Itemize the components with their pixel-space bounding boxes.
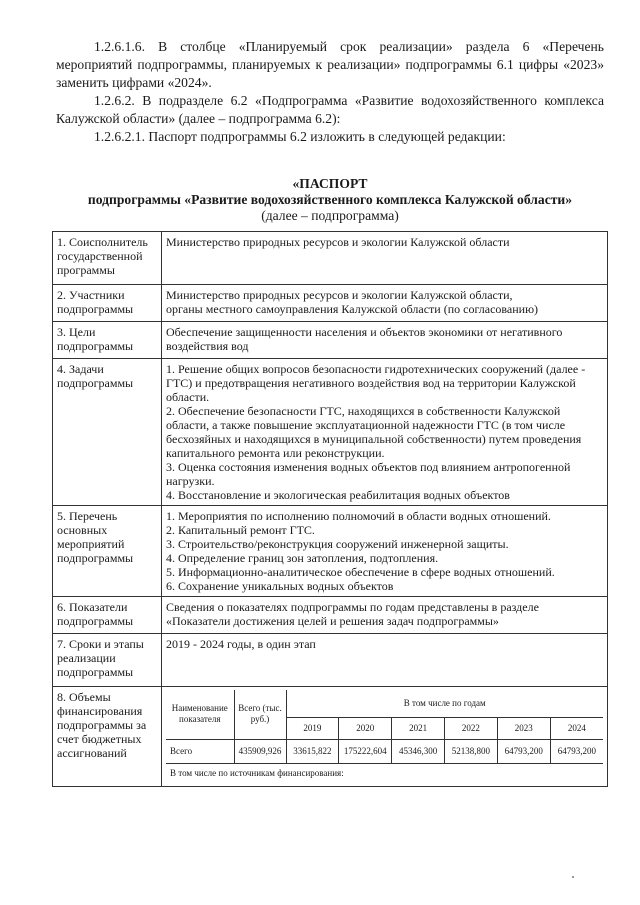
passport-title-line-2: подпрограммы «Развитие водохозяйственного комплекса Калужской области»	[87, 192, 573, 207]
intro-text	[56, 38, 604, 146]
passport-title-line-3: (далее – подпрограмма)	[261, 208, 399, 223]
row-value	[162, 285, 608, 322]
finance-head-name: Наименование показателя	[166, 690, 234, 739]
measure-item: 5. Информационно-аналитическое обеспечение в сфере водных отношений.	[166, 565, 555, 579]
row-label: 5. Перечень основных мероприятий подпрограммы	[53, 506, 162, 597]
row-label: 3. Цели подпрограммы	[53, 322, 162, 359]
passport-title-line-1: «ПАСПОРТ	[292, 176, 368, 191]
finance-year: 2021	[392, 717, 445, 739]
task-item: 2. Обеспечение безопасности ГТС, находящихся в собственности Калужской области, а также повышение эксплуатационной надежности ГТС (в том числе бесхозяйных и находящихся в муниципальной собственности) путем проведения капитального ремонта или реконструкции.	[166, 404, 582, 460]
row-label: 6. Показатели подпрограммы	[53, 597, 162, 634]
finance-year: 2020	[339, 717, 392, 739]
measure-item: 6. Сохранение уникальных водных объектов	[166, 579, 394, 593]
row-label: 1. Соисполнитель государственной программы	[53, 232, 162, 285]
row-value: Сведения о показателях подпрограммы по годам представлены в разделе «Показатели достижения целей и решения задач подпрограммы»	[162, 597, 608, 634]
finance-table	[166, 690, 603, 783]
measure-item: 1. Мероприятия по исполнению полномочий в области водных отношений.	[166, 509, 551, 523]
finance-value: 52138,800	[444, 739, 497, 763]
task-item: 4. Восстановление и экологическая реабилитация водных объектов	[166, 488, 510, 502]
finance-cell	[162, 687, 608, 787]
scan-speck	[572, 876, 574, 878]
row-value	[162, 359, 608, 506]
finance-head-total: Всего (тыс. руб.)	[234, 690, 286, 739]
finance-source-label: В том числе по источникам финансирования:	[166, 763, 603, 783]
passport-title	[56, 176, 604, 224]
measure-item: 2. Капитальный ремонт ГТС.	[166, 523, 315, 537]
table-row	[53, 634, 608, 687]
finance-row-total: 435909,926	[234, 739, 286, 763]
row-value: Обеспечение защищенности населения и объектов экономики от негативного воздействия вод	[162, 322, 608, 359]
passport-table	[52, 231, 608, 787]
row-label: 4. Задачи подпрограммы	[53, 359, 162, 506]
row-value: 2019 - 2024 годы, в один этап	[162, 634, 608, 687]
participant-1: Министерство природных ресурсов и экологии Калужской области,	[166, 288, 513, 302]
table-row	[53, 285, 608, 322]
table-row	[53, 597, 608, 634]
table-row	[53, 687, 608, 787]
participant-2: органы местного самоуправления Калужской области (по согласованию)	[166, 302, 539, 316]
table-row	[53, 322, 608, 359]
finance-year: 2024	[550, 717, 603, 739]
row-label: 8. Объемы финансирования подпрограммы за счет бюджетных ассигнований	[53, 687, 162, 787]
finance-year: 2022	[444, 717, 497, 739]
table-row	[53, 359, 608, 506]
finance-value: 64793,200	[550, 739, 603, 763]
measure-item: 4. Определение границ зон затопления, подтопления.	[166, 551, 439, 565]
finance-value: 33615,822	[286, 739, 339, 763]
intro-paragraph-3: 1.2.6.2.1. Паспорт подпрограммы 6.2 изложить в следующей редакции:	[94, 129, 506, 144]
row-value	[162, 506, 608, 597]
finance-row-label: Всего	[166, 739, 234, 763]
finance-value: 175222,604	[339, 739, 392, 763]
measure-item: 3. Строительство/реконструкция сооружений инженерной защиты.	[166, 537, 509, 551]
row-label: 2. Участники подпрограммы	[53, 285, 162, 322]
row-value: Министерство природных ресурсов и экологии Калужской области	[162, 232, 608, 285]
table-row	[53, 232, 608, 285]
table-row	[53, 506, 608, 597]
intro-paragraph-2: 1.2.6.2. В подразделе 6.2 «Подпрограмма «Развитие водохозяйственного комплекса Калужской области» (далее – подпрограмма 6.2):	[56, 93, 604, 126]
finance-value: 64793,200	[497, 739, 550, 763]
task-item: 3. Оценка состояния изменения водных объектов под влиянием антропогенной нагрузки.	[166, 460, 571, 488]
finance-year: 2019	[286, 717, 339, 739]
finance-year: 2023	[497, 717, 550, 739]
row-label: 7. Сроки и этапы реализации подпрограммы	[53, 634, 162, 687]
finance-head-years: В том числе по годам	[286, 690, 603, 717]
task-item: 1. Решение общих вопросов безопасности гидротехнических сооружений (далее - ГТС) и предотвращения негативного воздействия вод на территории Калужской области.	[166, 362, 586, 404]
finance-value: 45346,300	[392, 739, 445, 763]
intro-paragraph-1: 1.2.6.1.6. В столбце «Планируемый срок реализации» раздела 6 «Перечень мероприятий подпрограммы, планируемых к реализации» подпрограммы 6.1 цифры «2023» заменить цифрами «2024».	[56, 39, 604, 90]
